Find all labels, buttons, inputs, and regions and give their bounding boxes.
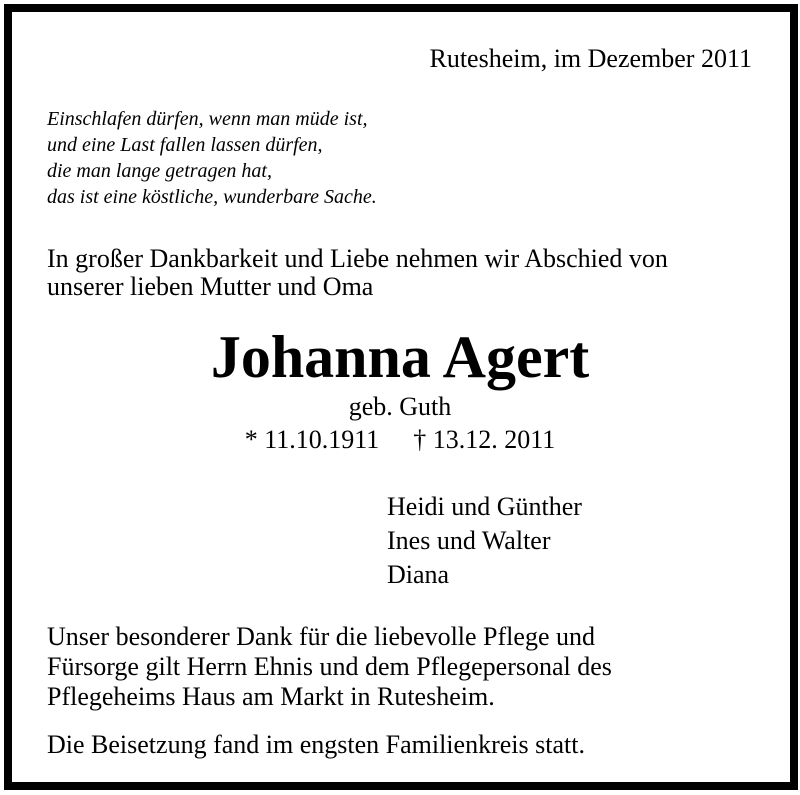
mourner: Heidi und Günther [387, 492, 582, 521]
poem-line: die man lange getragen hat, [47, 160, 272, 182]
thanks-line: Unser besonderer Dank für die liebevolle Pflege und [47, 622, 595, 651]
mourner: Diana [387, 560, 450, 589]
intro-line: In großer Dankbarkeit und Liebe nehmen wir Abschied von [47, 244, 668, 273]
mourner: Ines und Walter [387, 526, 551, 555]
thanks-text [47, 622, 612, 712]
intro-text [47, 245, 668, 301]
deceased-name: Johanna Agert [210, 324, 590, 390]
intro-line: unserer lieben Mutter und Oma [47, 272, 374, 301]
birth-name: geb. Guth [348, 392, 452, 421]
death-date: † 13.12. 2011 [413, 425, 556, 454]
poem-line: und eine Last fallen lassen dürfen, [47, 134, 323, 156]
thanks-line: Fürsorge gilt Herrn Ehnis und dem Pflegepersonal des [47, 652, 612, 681]
birth-date: * 11.10.1911 [244, 425, 380, 454]
poem-line: Einschlafen dürfen, wenn man müde ist, [47, 108, 368, 130]
mourners [387, 490, 582, 592]
burial-note: Die Beisetzung fand im engsten Familienkreis statt. [47, 730, 585, 759]
poem [47, 106, 377, 210]
poem-line: das ist eine köstliche, wunderbare Sache. [47, 186, 377, 208]
thanks-line: Pflegeheims Haus am Markt in Rutesheim. [47, 682, 495, 711]
life-dates [0, 425, 800, 455]
place-date: Rutesheim, im Dezember 2011 [429, 44, 752, 73]
